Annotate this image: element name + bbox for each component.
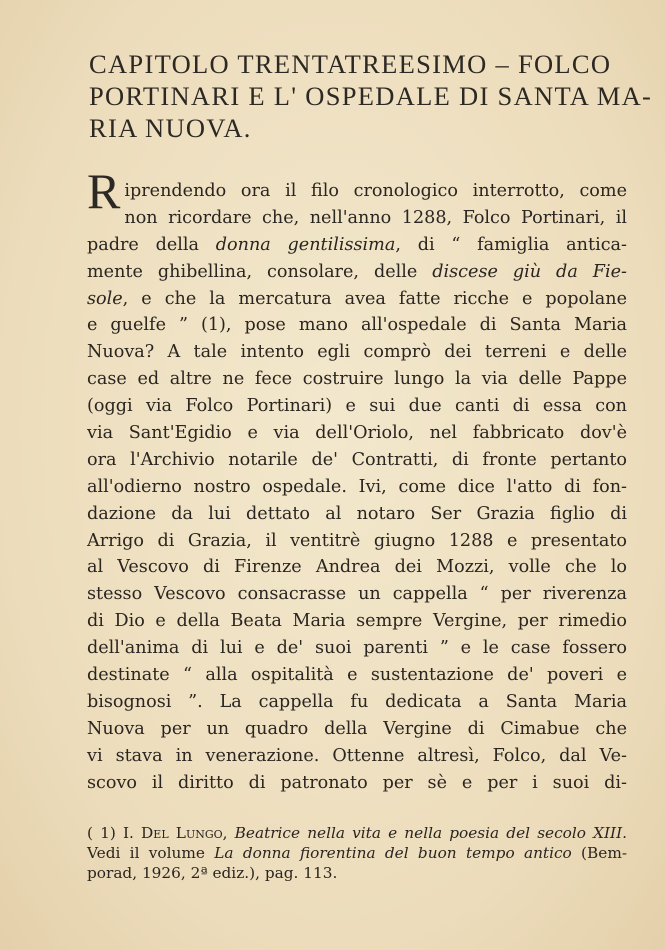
title-line: RIA NUOVA. <box>89 113 252 143</box>
body-line: dell'anima di lui e de' suoi parenti ” e le case fossero <box>87 638 627 659</box>
body-line: vi stava in venerazione. Ottenne altresì, Folco, dal Ve- <box>87 745 627 766</box>
footnote-line: Vedi il volume La donna fiorentina del buon tempo antico (Bem- <box>87 844 627 862</box>
footnote-line: porad, 1926, 2ª ediz.), pag. 113. <box>87 864 338 882</box>
body-line: stesso Vescovo consacrasse un cappella “ per riverenza <box>87 584 627 605</box>
body-line: e guelfe ” (1), pose mano all'ospedale di Santa Maria <box>87 315 627 336</box>
body-line: Arrigo di Grazia, il ventitrè giugno 1288 e presentato <box>87 530 627 551</box>
title-line: PORTINARI E L' OSPEDALE DI SANTA MA- <box>89 81 653 111</box>
body-line: dazione da lui dettato al notaro Ser Grazia figlio di <box>87 503 627 524</box>
chapter-body <box>87 163 627 796</box>
body-line: Nuova per un quadro della Vergine di Cimabue che <box>87 718 627 739</box>
drop-cap: R <box>87 163 121 219</box>
chapter-title <box>89 48 653 144</box>
body-line: via Sant'Egidio e via dell'Oriolo, nel fabbricato dov'è <box>87 423 627 444</box>
body-line: non ricordare che, nell'anno 1288, Folco Portinari, il <box>124 207 627 228</box>
footnote <box>87 823 627 883</box>
body-line: mente ghibellina, consolare, delle discese giù da Fie- <box>87 261 627 282</box>
body-line: sole, e che la mercatura avea fatte ricche e popolane <box>87 288 627 309</box>
body-line: padre della donna gentilissima, di “ famiglia antica- <box>87 234 627 255</box>
body-line: all'odierno nostro ospedale. Ivi, come dice l'atto di fon- <box>87 476 627 497</box>
body-line: bisognosi ”. La cappella fu dedicata a Santa Maria <box>87 691 627 712</box>
body-line: Nuova? A tale intento egli comprò dei terreni e delle <box>87 342 627 363</box>
body-line: di Dio e della Beata Maria sempre Vergine, per rimedio <box>87 611 627 632</box>
footnote-line: ( 1) I. Del Lungo, Beatrice nella vita e nella poesia del secolo XIII. <box>87 824 627 842</box>
body-line: al Vescovo di Firenze Andrea dei Mozzi, volle che lo <box>87 557 627 578</box>
body-line: scovo il diritto di patronato per sè e per i suoi di- <box>87 772 627 793</box>
body-line: iprendendo ora il filo cronologico interrotto, come <box>124 181 627 201</box>
body-line: ora l'Archivio notarile de' Contratti, di fronte pertanto <box>87 449 627 470</box>
body-line: case ed altre ne fece costruire lungo la via delle Pappe <box>87 369 627 390</box>
body-line: (oggi via Folco Portinari) e sui due canti di essa con <box>87 396 627 417</box>
title-line: CAPITOLO TRENTATREESIMO – FOLCO <box>89 49 612 79</box>
body-line: destinate “ alla ospitalità e sustentazione de' poveri e <box>87 665 627 686</box>
